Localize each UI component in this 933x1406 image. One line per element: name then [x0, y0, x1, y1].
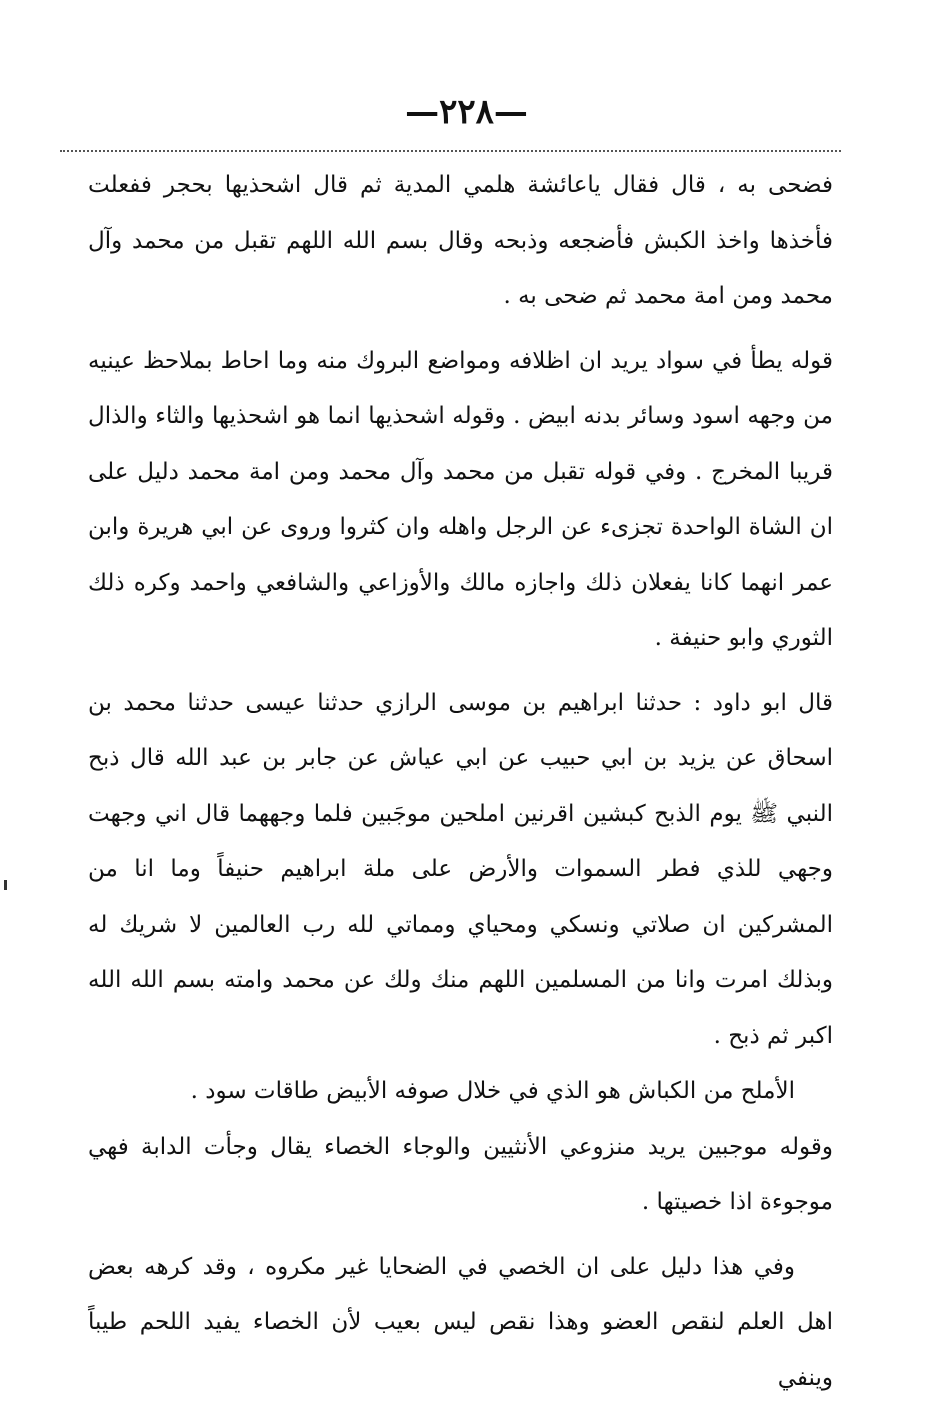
paragraph-1: فضحى به ، قال فقال ياعائشة هلمي المدية ثم قال اشحذيها بحجر ففعلت فأخذها واخذ الكبش فأضجعه وذبحه وقال بسم الله اللهم تقبل من محمد وآل محمد ومن امة محمد ثم ضحى به . [88, 158, 833, 325]
paragraph-5: وقوله موجبين يريد منزوعي الأنثيين والوجاء الخصاء يقال وجأت الدابة فهي موجوءة اذا خصيتها . [88, 1120, 833, 1231]
paragraph-2: قوله يطأ في سواد يريد ان اظلافه ومواضع البروك منه وما احاط بملاحظ عينيه من وجهه اسود وسائر بدنه ابيض . وقوله اشحذيها انما هو اشحذيها والثاء والذال قريبا المخرج . وفي قوله تقبل من محمد وآل محمد ومن امة محمد دليل على ان الشاة الواحدة تجزىء عن الرجل واهله وان كثروا وروى عن ابي هريرة وابن عمر انهما كانا يفعلان ذلك واجازه مالك والأوزاعي والشافعي واحمد وكره ذلك الثوري وابو حنيفة . [88, 334, 833, 667]
margin-mark [4, 880, 7, 890]
paragraph-3: قال ابو داود : حدثنا ابراهيم بن موسى الرازي حدثنا عيسى حدثنا محمد بن اسحاق عن يزيد بن ابي حبيب عن ابي عياش عن جابر بن عبد الله قال ذبح النبي ﷺ يوم الذبح كبشين اقرنين املحين موجَبين فلما وجههما قال اني وجهت وجهي للذي فطر السموات والأرض على ملة ابراهيم حنيفاً وما انا من المشركين ان صلاتي ونسكي ومحياي ومماتي لله رب العالمين لا شريك له وبذلك امرت وانا من المسلمين اللهم منك ولك عن محمد وامته بسم الله الله اكبر ثم ذبح . [88, 676, 833, 1065]
header-divider [60, 150, 841, 152]
paragraph-6: وفي هذا دليل على ان الخصي في الضحايا غير مكروه ، وقد كرهه بعض اهل العلم لنقص العضو وهذا نقص ليس بعيب لأن الخصاء يفيد اللحم طيباً وينفي [88, 1240, 833, 1406]
paragraph-4: الأملح من الكباش هو الذي في خلال صوفه الأبيض طاقات سود . [88, 1064, 833, 1120]
page-body [88, 158, 833, 1406]
page-number: —٢٢٨— [0, 92, 933, 132]
